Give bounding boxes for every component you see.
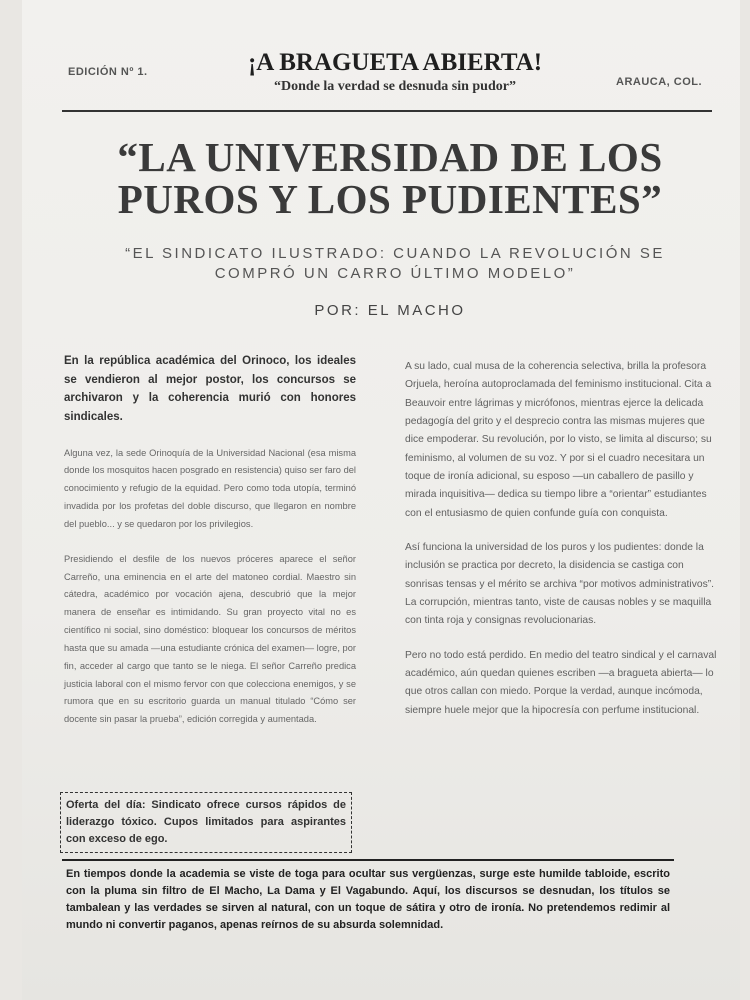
newspaper-tagline: “Donde la verdad se desnuda sin pudor” <box>274 78 516 94</box>
footer-divider <box>62 859 674 861</box>
body-paragraph: Así funciona la universidad de los puros y los pudientes: donde la inclusión se practica por decreto, la disidencia se castiga con sonrisas tensas y el mérito se archiva “por motivos administrativos”. La corrupción, mientras tanto, viste de causas nobles y se maquilla con tinta roja y consignas revolucionarias. <box>405 541 715 627</box>
offer-box: Oferta del día: Sindicato ofrece cursos rápidos de liderazgo tóxico. Cupos limitados para aspirantes con exceso de ego. <box>60 792 352 853</box>
body-paragraph: Presidiendo el desfile de los nuevos próceres aparece el señor Carreño, una eminencia en el arte del matoneo cordial. Maestro sin cátedra, académico por vocación ajena, descubrió que la mejor manera de enseñar es intimidando. Su gran proyecto vital no es científico ni social, sino doméstico: bloquear los concursos de méritos hasta que su amada —una estudiante crónica del examen— logre, por fin, acceder al cargo que tanto se le niega. El señor Carreño predica justicia laboral con el mismo fervor con que colecciona enemigos, y se rumora que en su escritorio guarda un manual titulado “Cómo ser docente sin pasar la prueba”, edición corregida y aumentada. <box>64 553 356 725</box>
footer-statement: En tiempos donde la academia se viste de toga para ocultar sus vergüenzas, surge este humilde tabloide, escrito con la pluma sin filtro de El Macho, La Dama y El Vagabundo. Aquí, los discursos se desnudan, los títulos se tambalean y las verdades se sirven al natural, con un toque de sátira y otro de ironía. No pretendemos redimir al mundo ni convertir paganos, apenas reírnos de su absurda solemnidad. <box>66 868 670 932</box>
masthead <box>200 49 590 95</box>
left-column <box>64 352 356 746</box>
body-paragraph: Pero no todo está perdido. En medio del teatro sindical y el carnaval académico, aún quedan quienes escriben —a bragueta abierta— lo que otros callan con miedo. Porque la verdad, aunque incómoda, siempre huele mejor que la hipocresía con perfume institucional. <box>405 649 717 716</box>
article-subtitle: “EL SINDICATO ILUSTRADO: CUANDO LA REVOLUCIÓN SE COMPRÓ UN CARRO ÚLTIMO MODELO” <box>125 245 665 283</box>
dateline-place: ARAUCA, COL. <box>616 76 703 88</box>
body-paragraph: A su lado, cual musa de la coherencia selectiva, brilla la profesora Orjuela, heroína autoproclamada del feminismo institucional. Cita a Beauvoir entre lágrimas y micrófonos, mientras ejerce la delicada pedagogía del grito y el desprecio contra las mismas mujeres que dice empoderar. Su revolución, por lo visto, se limita al discurso; su feminismo, al volumen de su voz. Y por si el cuadro necesitara un toque de ironía adicional, su esposo —un caballero de pasillo y mirada inquisitiva— dedica su tiempo libre a “orientar” estudiantes con el entusiasmo de quien confunde guía con conquista. <box>405 361 712 519</box>
body-paragraph: Alguna vez, la sede Orinoquía de la Universidad Nacional (esa misma donde los mosquitos hacen posgrado en resistencia) quiso ser faro del conocimiento y refugio de la equidad. Pero como toda utopía, terminó invadida por los profetas del doble discurso, que llegaron en nombre del pueblo... y se quedaron por los privilegios. <box>64 447 356 529</box>
article-lead: En la república académica del Orinoco, los ideales se vendieron al mejor postor, los concursos se archivaron y la coherencia murió con honores sindicales. <box>64 355 356 423</box>
article-headline: “LA UNIVERSIDAD DE LOS PUROS Y LOS PUDIENTES” <box>117 134 663 223</box>
newspaper-name: ¡A BRAGUETA ABIERTA! <box>247 49 543 76</box>
masthead-divider <box>62 110 712 112</box>
right-column <box>405 358 723 736</box>
edition-number: EDICIÓN Nº 1. <box>68 66 148 78</box>
article-byline: POR: EL MACHO <box>314 302 466 319</box>
